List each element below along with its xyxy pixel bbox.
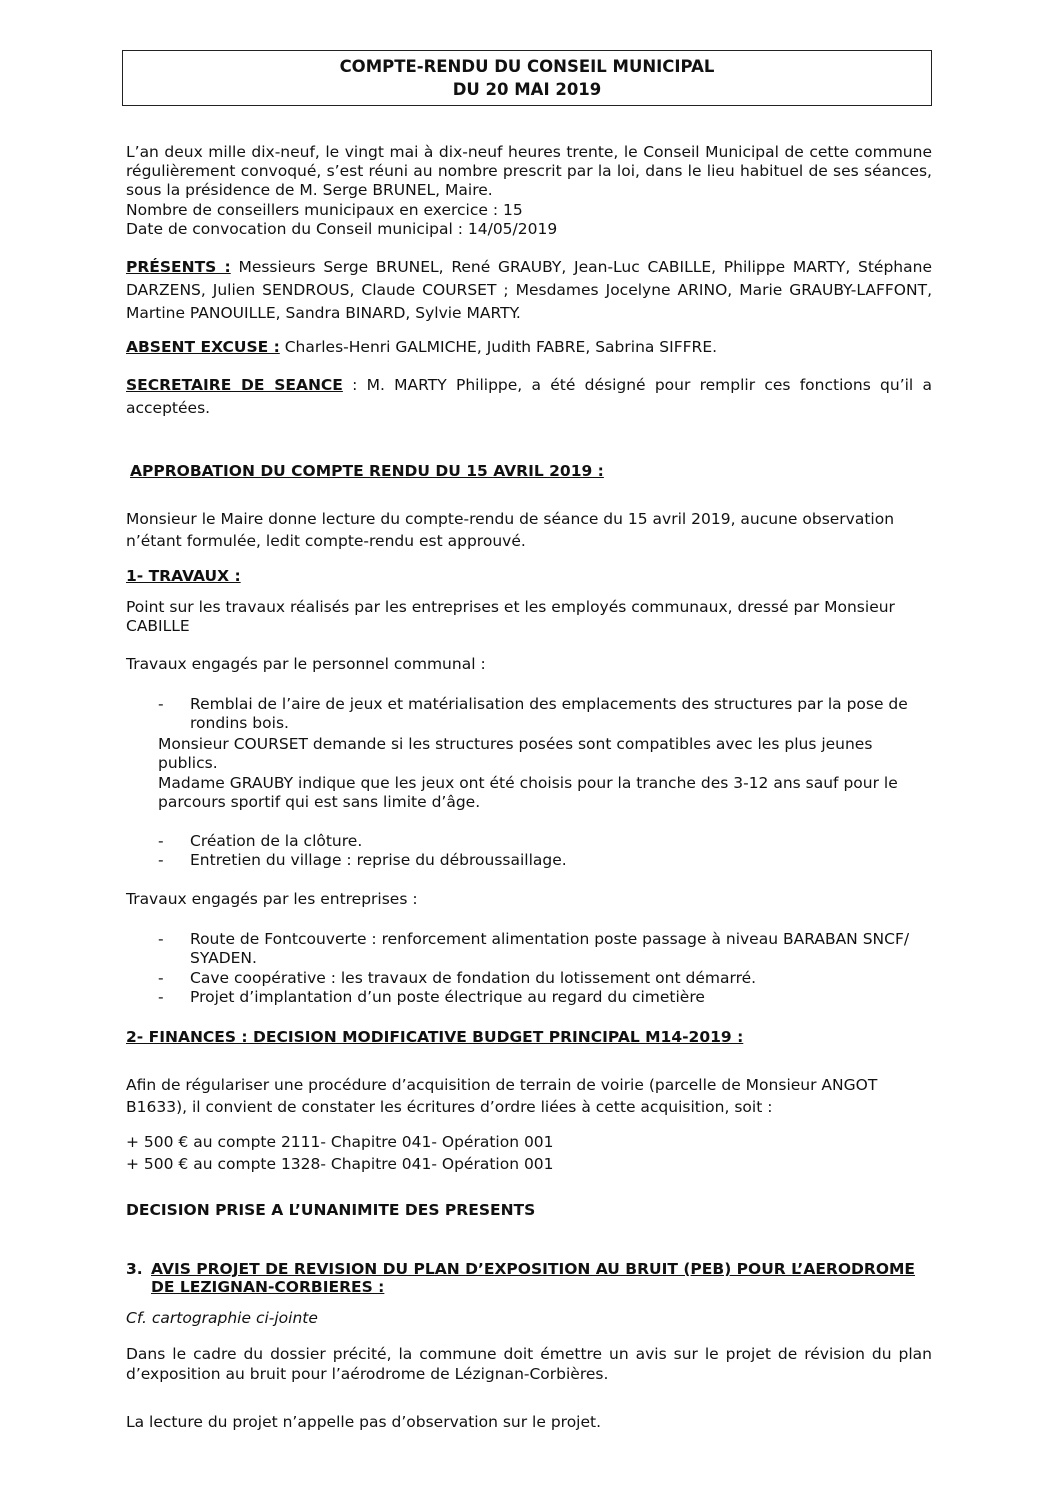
document-title-box [122,50,932,106]
travaux-entreprises-label: Travaux engagés par les entreprises : [126,890,418,908]
avis-heading: AVIS PROJET DE REVISION DU PLAN D’EXPOSITION AU BRUIT (PEB) POUR L’AERODROME DE LEZIGNAN-CORBIERES : [151,1260,916,1296]
title-line-2: DU 20 MAI 2019 [452,80,602,99]
approbation-text: Monsieur le Maire donne lecture du compte-rendu de séance du 15 avril 2019, aucune observation n’étant formulée, ledit compte-rendu est approuvé. [126,510,895,550]
presents-label: PRÉSENTS : [126,258,231,276]
avis-lecture: La lecture du projet n’appelle pas d’observation sur le projet. [126,1413,602,1431]
bullet-poste: - Projet d’implantation d’un poste électrique au regard du cimetière [158,988,705,1006]
bullet-cave: - Cave coopérative : les travaux de fondation du lotissement ont démarré. [158,969,757,987]
absent-text: Charles-Henri GALMICHE, Judith FABRE, Sabrina SIFFRE. [279,338,718,356]
absent-paragraph [126,338,932,357]
finances-text: Afin de régulariser une procédure d’acquisition de terrain de voirie (parcelle de Monsieur ANGOT B1633), il convient de constater les écritures d’ordre liées à cette acquisition, soit : [126,1076,878,1116]
secretaire-text: : M. MARTY Philippe, a été désigné pour remplir ces fonctions qu’il a acceptées. [126,376,932,417]
intro-nombre: Nombre de conseillers municipaux en exercice : 15 [126,201,523,219]
intro-paragraph: L’an deux mille dix-neuf, le vingt mai à dix-neuf heures trente, le Conseil Municipal de cette commune régulièrement convoqué, s’est réuni au nombre prescrit par la loi, dans le lieu habituel de ses séances, sous la présidence de M. Serge BRUNEL, Maire. [126,143,932,199]
title-line-1: COMPTE-RENDU DU CONSEIL MUNICIPAL [339,57,715,76]
bullet-remblai: - Remblai de l’aire de jeux et matérialisation des emplacements des structures par la pose de rondins bois. [158,695,908,732]
travaux-heading: 1- TRAVAUX : [126,567,241,585]
finances-decision: DECISION PRISE A L’UNANIMITE DES PRESENTS [126,1201,536,1219]
travaux-intro: Point sur les travaux réalisés par les entreprises et les employés communaux, dressé par Monsieur CABILLE [126,598,895,635]
finances-line-2: + 500 € au compte 1328- Chapitre 041- Opération 001 [126,1155,554,1173]
travaux-personnel-label: Travaux engagés par le personnel communal : [126,655,486,673]
intro-date: Date de convocation du Conseil municipal : 14/05/2019 [126,220,558,238]
approbation-heading: APPROBATION DU COMPTE RENDU DU 15 AVRIL 2019 : [130,462,604,480]
secretaire-paragraph [126,374,932,420]
avis-text: Dans le cadre du dossier précité, la commune doit émettre un avis sur le projet de révision du plan d’exposition au bruit pour l’aérodrome de Lézignan-Corbières. [126,1345,932,1383]
finances-heading: 2- FINANCES : DECISION MODIFICATIVE BUDGET PRINCIPAL M14-2019 : [126,1028,744,1046]
secretaire-label: SECRETAIRE DE SEANCE [126,376,343,394]
finances-line-1: + 500 € au compte 2111- Chapitre 041- Opération 001 [126,1133,554,1151]
absent-label: ABSENT EXCUSE : [126,338,280,356]
note-courset: Monsieur COURSET demande si les structures posées sont compatibles avec les plus jeunes publics. [158,735,873,772]
presents-text: Messieurs Serge BRUNEL, René GRAUBY, Jean-Luc CABILLE, Philippe MARTY, Stéphane DARZENS, Julien SENDROUS, Claude COURSET ; Mesdames Jocelyne ARINO, Marie GRAUBY-LAFFONT, Martine PANOUILLE, Sandra BINARD, Sylvie MARTY. [126,258,932,322]
bullet-cloture: - Création de la clôture. [158,832,363,850]
bullet-entretien: - Entretien du village : reprise du débroussaillage. [158,851,567,869]
avis-number: 3. [126,1260,143,1278]
note-grauby: Madame GRAUBY indique que les jeux ont été choisis pour la tranche des 3-12 ans sauf pour le parcours sportif qui est sans limite d’âge. [158,774,898,811]
avis-cf: Cf. cartographie ci-jointe [126,1309,318,1327]
bullet-fontcouverte: - Route de Fontcouverte : renforcement alimentation poste passage à niveau BARABAN SNCF/ SYADEN. [158,930,910,967]
presents-paragraph [126,256,932,325]
